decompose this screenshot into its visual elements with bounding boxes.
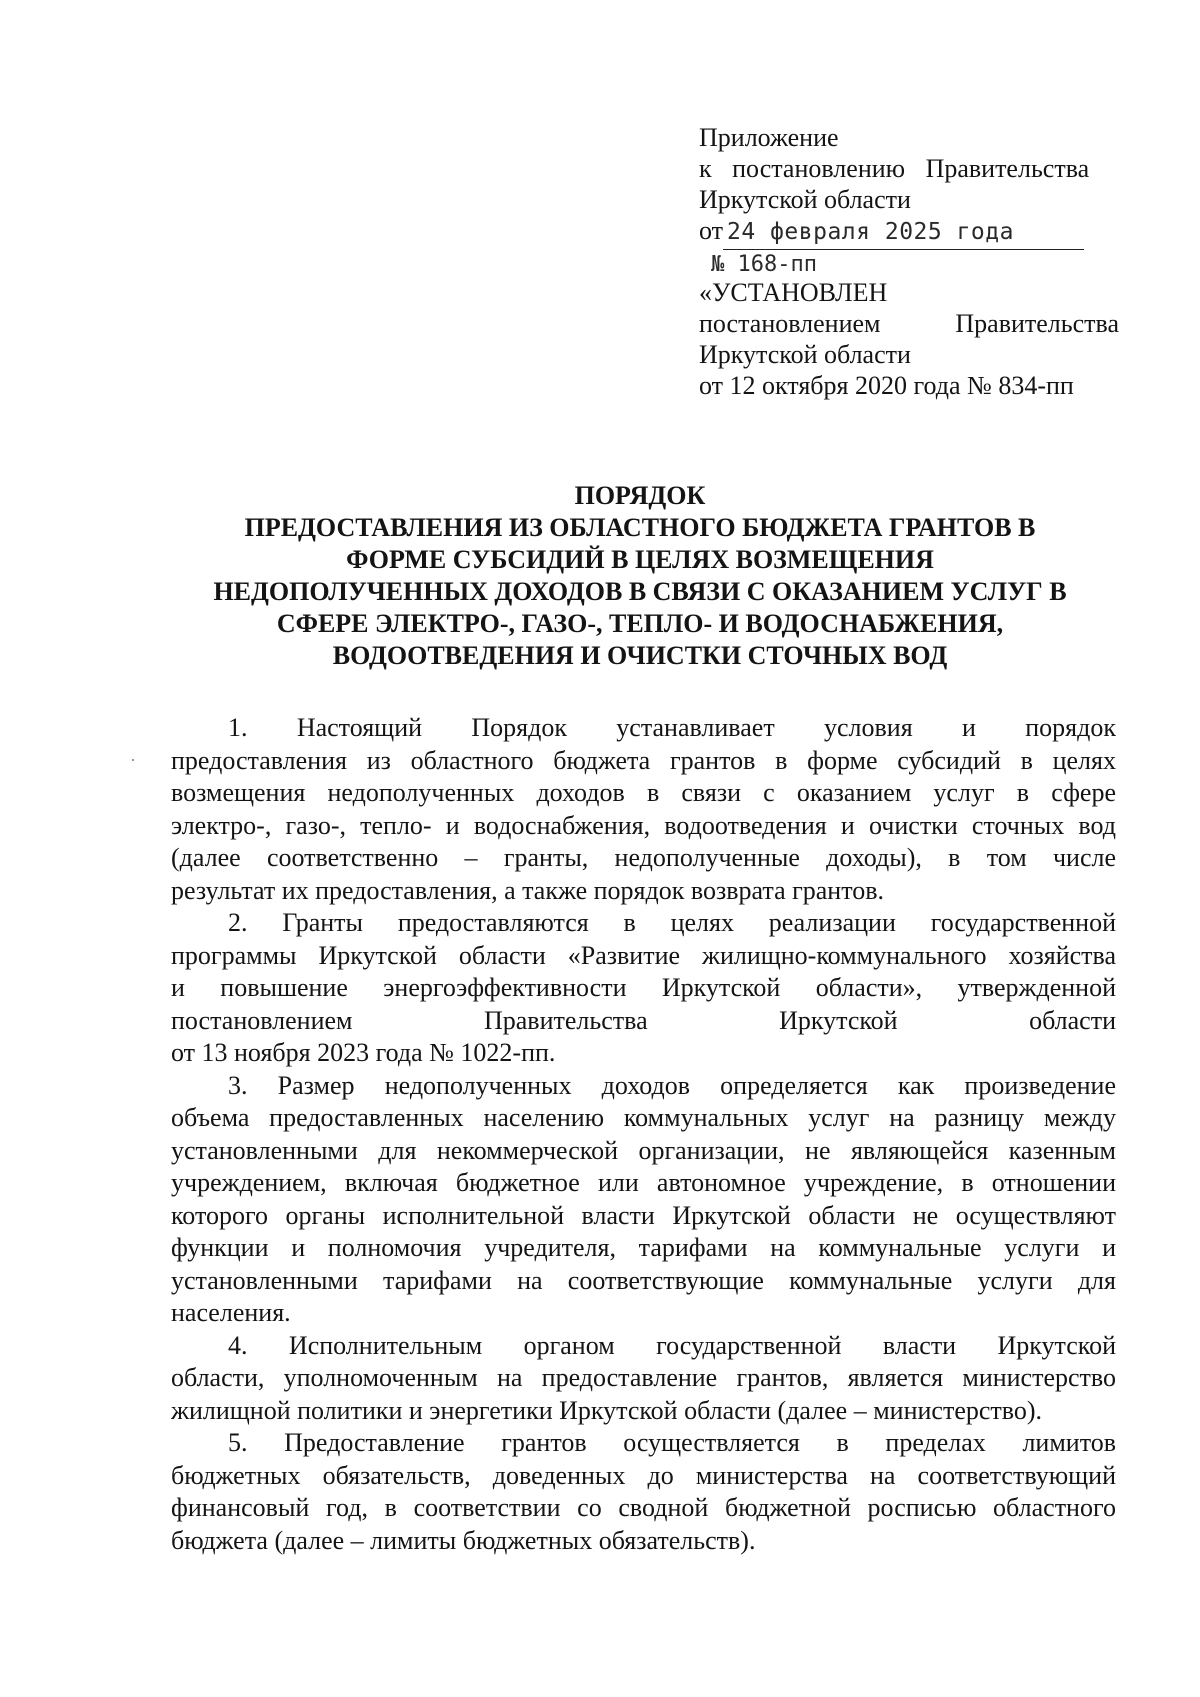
- title-line: СФЕРЕ ЭЛЕКТРО-, ГАЗО-, ТЕПЛО- И ВОДОСНАБЖЕНИЯ,: [276, 609, 1004, 638]
- title-line: НЕДОПОЛУЧЕННЫХ ДОХОДОВ В СВЯЗИ С ОКАЗАНИЕМ УСЛУГ В: [213, 577, 1067, 606]
- paragraph-line: электро-, газо-, тепло- и водоснабжения, водоотведения и очистки сточных вод: [171, 810, 1116, 840]
- paragraph-line: 3. Размер недополученных доходов определяется как произведение: [228, 1070, 1116, 1100]
- established-by-right: Правительства: [955, 309, 1119, 338]
- paragraph-4: [171, 1330, 1116, 1428]
- paragraph-2: [171, 907, 1116, 1070]
- paragraph-line: программы Иркутской области «Развитие жилищно-коммунального хозяйства: [171, 940, 1116, 970]
- appendix-number-handwritten: № 168-пп: [711, 252, 817, 277]
- paragraph-line: области, уполномоченным на предоставление грантов, является министерство: [171, 1363, 1116, 1392]
- paragraph-line: постановлением Правительства Иркутской области: [171, 1005, 1116, 1035]
- paragraph-line: которого органы исполнительной власти Иркутской области не осуществляют: [171, 1200, 1116, 1230]
- paragraph-line: финансовый год, в соответствии со сводной бюджетной росписью областного: [171, 1493, 1116, 1522]
- paragraph-1: [171, 712, 1116, 907]
- appendix-header: [699, 122, 1119, 401]
- appendix-resolution-line: к постановлению Правительства: [699, 154, 1090, 183]
- paragraph-line: 5. Предоставление грантов осуществляется в пределах лимитов: [228, 1428, 1116, 1457]
- appendix-date-prefix: от: [699, 216, 724, 245]
- paragraph-line: объема предоставленных населению коммунальных услуг на разницу между: [171, 1103, 1116, 1132]
- paragraph-line: возмещения недополученных доходов в связи с оказанием услуг в сфере: [171, 778, 1116, 807]
- paragraph-line: бюджета (далее – лимиты бюджетных обязательств).: [171, 1525, 756, 1555]
- paragraph-line: бюджетных обязательств, доведенных до министерства на соответствующий: [171, 1460, 1116, 1490]
- document-title: [140, 480, 1140, 672]
- paragraph-3: [171, 1070, 1116, 1330]
- appendix-region-line: Иркутской области: [699, 185, 911, 214]
- appendix-date-handwritten: 24 февраля 2025 года: [723, 217, 1084, 250]
- title-line: ПОРЯДОК: [574, 481, 706, 510]
- established-by-row: [699, 308, 1119, 339]
- established-region: Иркутской области: [699, 340, 911, 369]
- title-line: ПРЕДОСТАВЛЕНИЯ ИЗ ОБЛАСТНОГО БЮДЖЕТА ГРАНТОВ В: [244, 513, 1036, 542]
- document-body: [171, 712, 1116, 1557]
- appendix-label: Приложение: [699, 123, 839, 152]
- paragraph-line: предоставления из областного бюджета грантов в форме субсидий в целях: [171, 745, 1116, 775]
- established-date: от 12 октября 2020 года № 834-пп: [699, 371, 1074, 400]
- paragraph-line: учреждением, включая бюджетное или автономное учреждение, в отношении: [171, 1168, 1116, 1197]
- paragraph-line: функции и полномочия учредителя, тарифами на коммунальные услуги и: [171, 1233, 1116, 1262]
- paragraph-line: установленными тарифами на соответствующие коммунальные услуги для: [171, 1265, 1116, 1295]
- paragraph-line: результат их предоставления, а также порядок возврата грантов.: [171, 875, 885, 905]
- title-line: ВОДООТВЕДЕНИЯ И ОЧИСТКИ СТОЧНЫХ ВОД: [332, 641, 948, 670]
- established-label: «УСТАНОВЛЕН: [699, 278, 888, 307]
- paragraph-line: (далее соответственно – гранты, недополученные доходы), в том числе: [171, 843, 1116, 872]
- paragraph-line: 1. Настоящий Порядок устанавливает условия и порядок: [228, 713, 1116, 742]
- paragraph-5: [171, 1427, 1116, 1557]
- paragraph-line: 4. Исполнительным органом государственной власти Иркутской: [228, 1330, 1116, 1360]
- scan-speck: [132, 759, 134, 761]
- established-by-left: постановлением: [699, 309, 881, 338]
- title-line: ФОРМЕ СУБСИДИЙ В ЦЕЛЯХ ВОЗМЕЩЕНИЯ: [346, 545, 934, 574]
- paragraph-line: установленными для некоммерческой организации, не являющейся казенным: [171, 1135, 1116, 1165]
- paragraph-line: населения.: [171, 1298, 291, 1327]
- appendix-date-row: [699, 215, 1119, 249]
- paragraph-line: и повышение энергоэффективности Иркутской области», утвержденной: [171, 973, 1116, 1002]
- paragraph-line: от 13 ноября 2023 года № 1022-пп.: [171, 1038, 556, 1067]
- paragraph-line: жилищной политики и энергетики Иркутской области (далее – министерство).: [171, 1395, 1043, 1425]
- paragraph-line: 2. Гранты предоставляются в целях реализации государственной: [228, 908, 1116, 937]
